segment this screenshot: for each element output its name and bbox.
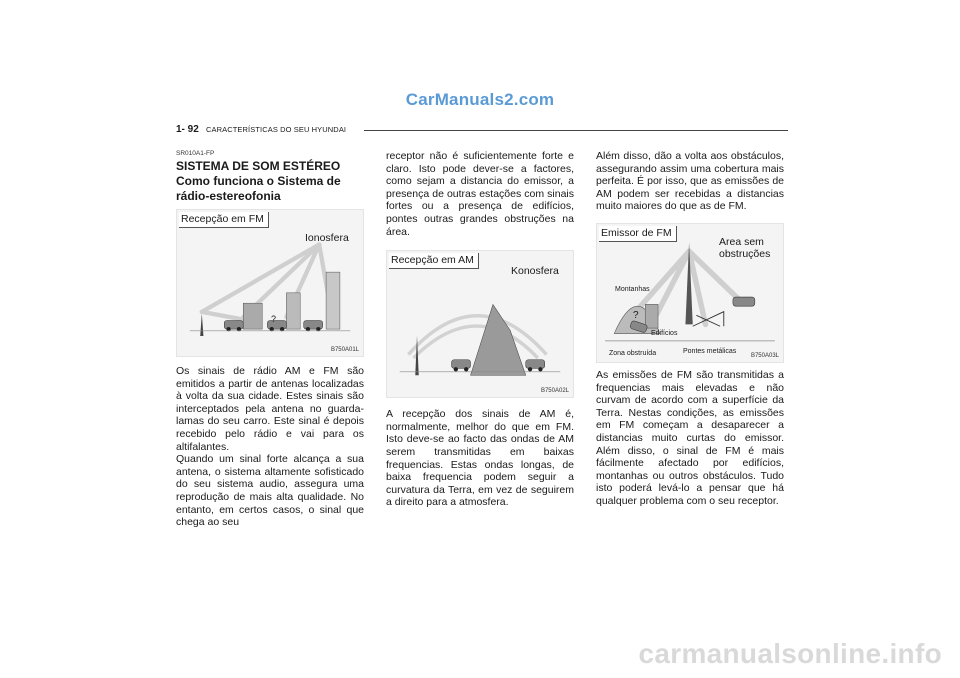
figure-caption: B750A02L	[540, 388, 569, 395]
mountains-label: Montanhas	[615, 285, 650, 293]
question-mark: ?	[271, 314, 277, 324]
column-3	[596, 150, 784, 508]
page-header	[176, 124, 788, 138]
paragraph: receptor não é suficientemente forte e claro. Isto pode dever-se a factores, como sejam a distancia do emissor, a presença de outras estações com sinais fortes ou a presença de edifícios, pontes outras grandes obstruções na área.	[386, 150, 574, 238]
heading-line-1: SISTEMA DE SOM ESTÉREO	[176, 159, 341, 173]
watermark-bottom: carmanualsonline.info	[638, 638, 942, 669]
figure-am-reception	[386, 250, 574, 398]
paragraph: Quando um sinal forte alcança a sua antena, o sistema altamente sofisticado do seu sistema audio, assegura uma reprodução de mais alta qualidade. No entanto, em certos casos, o sinal que chega ao seu	[176, 453, 364, 529]
paragraph: Além disso, dão a volta aos obstáculos, assegurando assim uma cobertura mais perfeita. É por isso, que as emissões de AM podem ser recebidas a distancias muito maiores do que as de FM.	[596, 150, 784, 213]
paragraph: Os sinais de rádio AM e FM são emitidos a partir de antenas localizadas à volta da sua cidade. Estes sinais são interceptados pela antena no guarda-lamas do seu carro. Este sinal é depois recebido pelo rádio e vai para os altifalantes.	[176, 365, 364, 453]
watermark-top: CarManuals2.com	[405, 90, 555, 109]
figure-label: Recepção em FM	[179, 212, 269, 228]
page-number: 1- 92	[176, 124, 199, 135]
question-mark: ?	[633, 309, 639, 321]
section-code: SR010A1-FP	[176, 150, 215, 157]
figure-fm-emitter	[596, 223, 784, 363]
metal-bridges-label: Pontes metálicas	[683, 347, 737, 355]
figure-label: Emissor de FM	[599, 226, 677, 242]
figure-caption: B750A03L	[750, 352, 779, 359]
figure-caption: B750A01L	[330, 347, 359, 353]
heading-line-2: Como funciona o Sistema de	[176, 174, 341, 188]
figure-fm-reception	[176, 209, 364, 357]
column-2	[386, 150, 574, 509]
paragraph: As emissões de FM são transmitidas a frequencias mais elevadas e não curvam de acordo com a superfície da Terra. Nestas condições, as emissões em FM começam a desaparecer a distancias muito curtas do emissor. Além disso, o sinal de FM é mais fácilmente afectado por edifícios, montanhas ou outros obstáculos. Tudo isto poderá levá-lo a pensar que há qualquer problema com o seu receptor.	[596, 368, 784, 507]
ionosphere-label: Ionosfera	[305, 232, 349, 244]
ionosphere-label: Konosfera	[511, 265, 559, 278]
buildings-label: Edifícios	[651, 329, 678, 337]
section-heading	[176, 159, 364, 204]
heading-line-3: rádio-estereofonia	[176, 189, 281, 203]
area-line-2: obstruções	[719, 247, 771, 260]
fm-reception-illustration	[177, 210, 363, 336]
figure-label: Recepção em AM	[389, 253, 479, 269]
obstruction-free-area-label	[719, 236, 770, 260]
obstructed-zone-label: Zona obstruída	[609, 349, 657, 357]
area-line-1: Area sem	[719, 235, 764, 248]
paragraph: A recepção dos sinais de AM é, normalmente, melhor do que em FM. Isto deve-se ao facto das ondas de AM serem transmitidas em baixas frequencias. Estas ondas longas, de baixa frequencia podem seguir a curvatura da Terra, em vez de seguirem a direito para a atmosfera.	[386, 408, 574, 509]
header-rule	[364, 130, 788, 131]
column-1	[176, 150, 364, 529]
section-title: CARACTERÍSTICAS DO SEU HYUNDAI	[206, 125, 347, 134]
